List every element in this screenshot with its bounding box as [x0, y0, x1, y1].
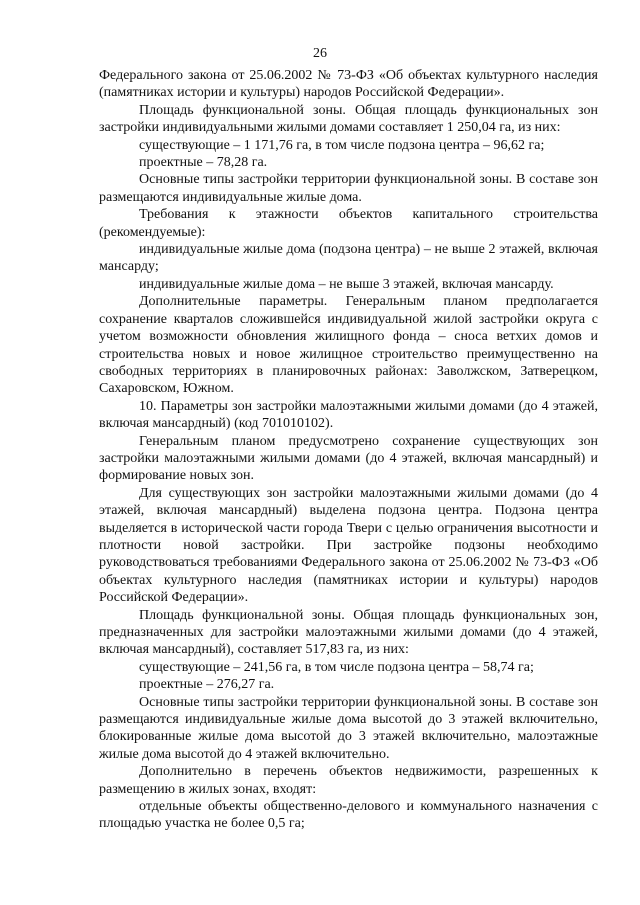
paragraph: Для существующих зон застройки малоэтажными жилыми домами (до 4 этажей, включая мансардный) выделена подзона центра. Подзона центра выделяется в исторической части города Твери с целью ограничения высотности и плотности новой застройки. При застройке подзоны необходимо руководствоваться требованиями Федерального закона от 25.06.2002 № 73-ФЗ «Об объектах культурного наследия (памятниках истории и культуры) народов Российской Федерации». [99, 485, 598, 606]
section-heading: 10. Параметры зон застройки малоэтажными жилыми домами (до 4 этажей, включая мансардный) (код 701010102). [99, 398, 598, 432]
paragraph: проектные – 78,28 га. [139, 155, 268, 171]
paragraph: Дополнительные параметры. Генеральным планом предполагается сохранение кварталов сложившейся индивидуальной жилой застройки округа с учетом возможности обновления жилищного фонда – сноса ветхих домов и строительства новых и новое жилищное строительство преимущественно на свободных территориях в планировочных районах: Заволжском, Затверецком, Сахаровском, Южном. [99, 294, 598, 397]
paragraph: Федерального закона от 25.06.2002 № 73-ФЗ «Об объектах культурного наследия (памятниках истории и культуры) народов Российской Федерации». [99, 68, 598, 101]
paragraph: существующие – 241,56 га, в том числе подзона центра – 58,74 га; [139, 659, 534, 675]
paragraph: Генеральным планом предусмотрено сохранение существующих зон застройки малоэтажными жилыми домами (до 4 этажей, включая мансардный) и формирование новых зон. [99, 433, 598, 484]
paragraph: Требования к этажности объектов капитального строительства (рекомендуемые): [99, 207, 598, 240]
paragraph: Площадь функциональной зоны. Общая площадь функциональных зон, предназначенных для застройки малоэтажными жилыми домами (до 4 этажей, включая мансардный), составляет 517,83 га, из них: [99, 607, 598, 658]
paragraph: проектные – 276,27 га. [139, 677, 275, 693]
page-number: 26 [313, 46, 327, 61]
paragraph: индивидуальные жилые дома – не выше 3 этажей, включая мансарду. [139, 276, 554, 292]
paragraph: существующие – 1 171,76 га, в том числе подзона центра – 96,62 га; [139, 137, 545, 153]
paragraph: отдельные объекты общественно-делового и коммунального назначения с площадью участка не более 0,5 га; [99, 799, 598, 832]
paragraph: Основные типы застройки территории функциональной зоны. В составе зон размещаются индивидуальные жилые дома высотой до 3 этажей включительно, блокированные жилые дома высотой до 3 этажей включительно, малоэтажные жилые дома высотой до 4 этажей включительно. [99, 694, 598, 762]
paragraph: Дополнительно в перечень объектов недвижимости, разрешенных к размещению в жилых зонах, входят: [99, 764, 598, 797]
paragraph: Площадь функциональной зоны. Общая площадь функциональных зон застройки индивидуальными жилыми домами составляет 1 250,04 га, из них: [99, 102, 598, 136]
document-body [99, 67, 598, 833]
paragraph: Основные типы застройки территории функциональной зоны. В составе зон размещаются индивидуальные жилые дома. [99, 172, 598, 205]
paragraph: индивидуальные жилые дома (подзона центра) – не выше 2 этажей, включая мансарду; [99, 242, 598, 275]
